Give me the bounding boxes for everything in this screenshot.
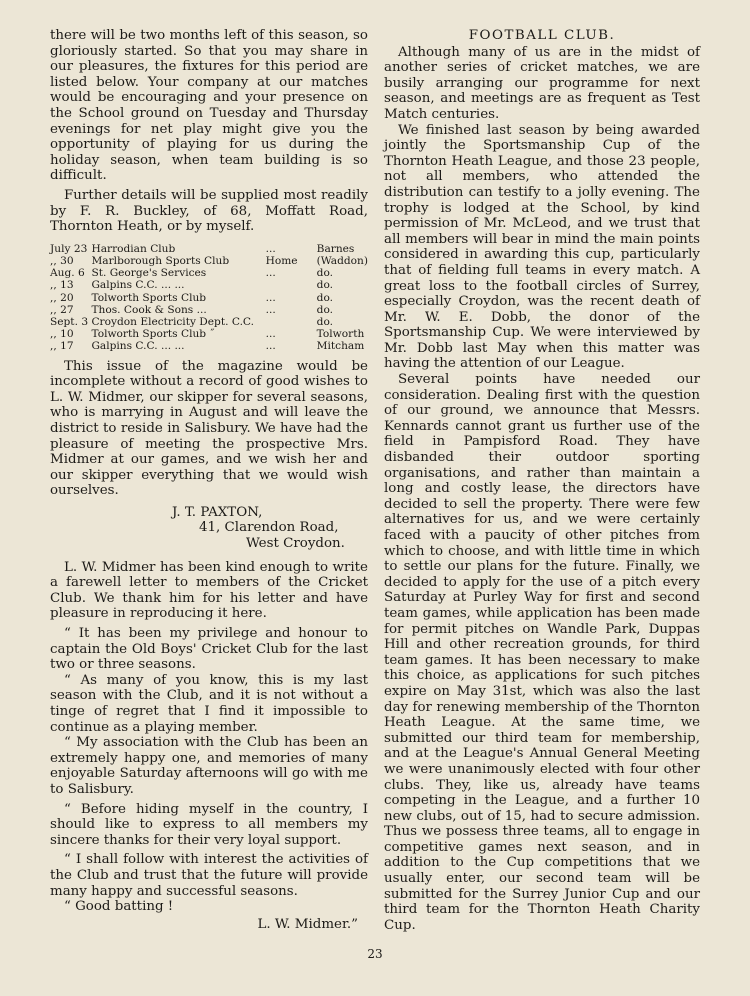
fixture-day: 27 (60, 303, 74, 316)
fixture-date (50, 267, 91, 279)
fixture-venue-prefix: ... (265, 340, 276, 353)
fixture-month: Sept. (50, 315, 78, 328)
fixture-venue: do. (316, 303, 334, 316)
fixture-opponent: Croydon Electricity Dept. C.C. (91, 315, 255, 328)
fixture-day: 20 (60, 291, 74, 304)
fixture-month: ,, (50, 254, 57, 267)
fixture-month: July (50, 242, 71, 255)
signature-name: J. T. PAXTON, (172, 504, 263, 520)
fixture-date (50, 328, 91, 340)
fixture-venue: (Waddon) (316, 254, 368, 267)
midmer-paragraph: This issue of the magazine would be incomplete without a record of good wishes to L. W. Midmer, our skipper for several seasons, who is marrying in August and will leave the district to reside in Salisbury. We have had the pleasure of meeting the prospective Mrs. Midmer at our games, and we wish her and our skipper everything that we would wish ourselves. (50, 358, 368, 499)
fixture-venue: Mitcham (316, 340, 365, 353)
details-paragraph: Further details will be supplied most readily by F. R. Buckley, of 68, Moffatt Road, Thornton Heath, or by myself. (50, 187, 368, 235)
fixture-row (50, 267, 368, 279)
fixture-opponent: Tolworth Sports Club (91, 291, 207, 304)
fixture-row (50, 292, 368, 304)
letter-paragraph: “ As many of you know, this is my last season with the Club, and it is not without a tinge of regret that I find it impossible to continue as a playing member. (50, 672, 368, 735)
fixture-venue-prefix (266, 279, 317, 291)
fixture-venue-prefix (266, 316, 317, 328)
letter-paragraph: “ Before hiding myself in the country, I should like to express to all members my sincere thanks for their very loyal support. (50, 801, 368, 848)
left-column (50, 28, 368, 932)
fixture-date (50, 304, 91, 316)
fixture-venue: Barnes (316, 242, 355, 255)
football-club-heading: FOOTBALL CLUB. (468, 28, 616, 43)
fixture-month: ,, (50, 340, 57, 353)
fixture-date (50, 316, 91, 328)
letter-body (50, 626, 368, 932)
letter-paragraph: “ My association with the Club has been an extremely happy one, and memories of many enjoyable Saturday afternoons will go with me to Salisbury. (50, 735, 368, 797)
letter-intro-paragraph: L. W. Midmer has been kind enough to write a farewell letter to members of the Cricket Club. We thank him for his letter and have pleasure in reproducing it here. (50, 559, 368, 622)
fixture-opponent: Harrodian Club (91, 242, 176, 255)
football-paragraph: We finished last season by being awarded jointly the Sportsmanship Cup of the Thornton Heath League, and those 23 people, not all members, who attended the distribution can testify to a jolly evening. The trophy is lodged at the School, by kind permission of Mr. McLeod, and we trust that all members will bear in mind the main points considered in awarding this cup, particularly that of fielding full teams in every match. A great loss to the football circles of Surrey, especially Croydon, was the recent death of Mr. W. E. Dobb, the donor of the Sportsmanship Cup. We were interviewed by Mr. Dobb last May when this matter was having the attention of our League. (384, 122, 700, 372)
fixture-venue: Tolworth (316, 328, 365, 341)
fixture-day: 30 (60, 254, 74, 267)
fixture-date (50, 243, 91, 255)
fixture-venue-prefix: ... (265, 242, 276, 255)
fixture-opponent: Marlborough Sports Club (91, 254, 230, 267)
fixture-month: ,, (50, 303, 57, 316)
fixture-day: 6 (78, 267, 85, 280)
fixture-opponent: Galpins C.C. ... ... (91, 279, 185, 292)
fixture-day: 13 (60, 279, 74, 292)
fixture-row (50, 243, 368, 255)
signature-address-line2: West Croydon. (246, 536, 345, 552)
fixture-day: 3 (81, 315, 89, 328)
fixture-venue-prefix: Home (265, 254, 298, 267)
fixture-date (50, 340, 91, 352)
fixture-venue: do. (316, 291, 334, 304)
football-paragraph: Several points have needed our consideration. Dealing first with the question of our ground, we announce that Messrs. Kennards cannot grant us further use of the field in Pampisford Road. They have disbanded their outdoor sporting organisations, and rather than maintain a long and costly lease, the directors have decided to sell the property. There were few alternatives for us, and we were certainly faced with a paucity of other pitches from which to choose, and with little time in which to settle our plans for the future. Finally, we decided to apply for the use of a pitch every Saturday at Purley Way for first and second team games, while application has been made for permit pitches on Wandle Park, Duppas Hill and other recreation grounds, for third team games. It has been necessary to make this choice, as applications for such pitches expire on May 31st, which was also the last day for renewing membership of the Thornton Heath League. At the same time, we submitted our third team for membership, and at the League's Annual General Meeting we were unanimously elected with four other clubs. They, like us, already have teams competing in the League, and a further 10 new clubs, out of 15, had to secure admission. Thus we possess three teams, all to engage in competitive games next season, and in addition to the Cup competitions that we usually enter, our second team will be submitted for the Surrey Junior Cup and our third team for the Thornton Heath Charity Cup. (384, 372, 700, 933)
letter-paragraph: “ It has been my privilege and honour to captain the Old Boys' Cricket Club for the last two or three seasons. (50, 626, 368, 673)
fixture-date (50, 279, 91, 291)
fixture-venue: do. (316, 279, 334, 292)
fixture-month: ,, (50, 279, 57, 292)
cricket-intro-paragraph: there will be two months left of this season, so gloriously started. So that you may share in our pleasures, the fixtures for this period are listed below. Your company at our matches would be encouraging and your presence on the School ground on Tuesday and Thursday evenings for net play might give you the opportunity of playing for us during the holiday season, when team building is so difficult. (50, 28, 368, 184)
page-number: 23 (367, 947, 383, 961)
signature-block (50, 505, 368, 552)
fixture-opponent: St. George's Services (91, 267, 207, 280)
football-paragraph: Although many of us are in the midst of another series of cricket matches, we are busily arranging our programme for next season, and meetings are as frequent as Test Match centuries. (384, 44, 700, 122)
fixture-month: ,, (50, 328, 57, 341)
fixture-row (50, 328, 368, 340)
fixture-venue-prefix: ... (265, 328, 276, 341)
fixture-row (50, 304, 368, 316)
fixture-venue-prefix: ... (265, 303, 276, 316)
fixture-opponent: Thos. Cook & Sons ... (91, 303, 207, 316)
letter-paragraph: “ I shall follow with interest the activities of the Club and trust that the future will provide many happy and successful seasons. (50, 852, 368, 899)
fixture-opponent: Tolworth Sports Club ˝ (91, 328, 215, 341)
fixture-venue: do. (316, 267, 334, 280)
fixture-date (50, 255, 91, 267)
fixture-month: ,, (50, 291, 57, 304)
fixture-venue-prefix: ... (265, 291, 276, 304)
fixture-venue-prefix: ... (265, 267, 276, 280)
fixture-opponent: Galpins C.C. ... ... (91, 340, 185, 353)
fixtures-table (50, 243, 368, 353)
letter-paragraph: “ Good batting ! (64, 899, 174, 915)
fixture-day: 23 (73, 242, 88, 255)
fixture-row (50, 340, 368, 352)
fixture-row (50, 316, 368, 328)
right-column (384, 28, 700, 933)
fixture-row (50, 279, 368, 291)
fixture-date (50, 292, 91, 304)
fixture-venue: do. (316, 315, 334, 328)
signature-address-line1: 41, Clarendon Road, (199, 520, 339, 536)
letter-signoff: L. W. Midmer.” (257, 916, 358, 932)
fixture-day: 17 (60, 340, 74, 353)
fixture-day: 10 (60, 328, 74, 341)
fixture-row (50, 255, 368, 267)
fixture-month: Aug. (50, 267, 75, 280)
